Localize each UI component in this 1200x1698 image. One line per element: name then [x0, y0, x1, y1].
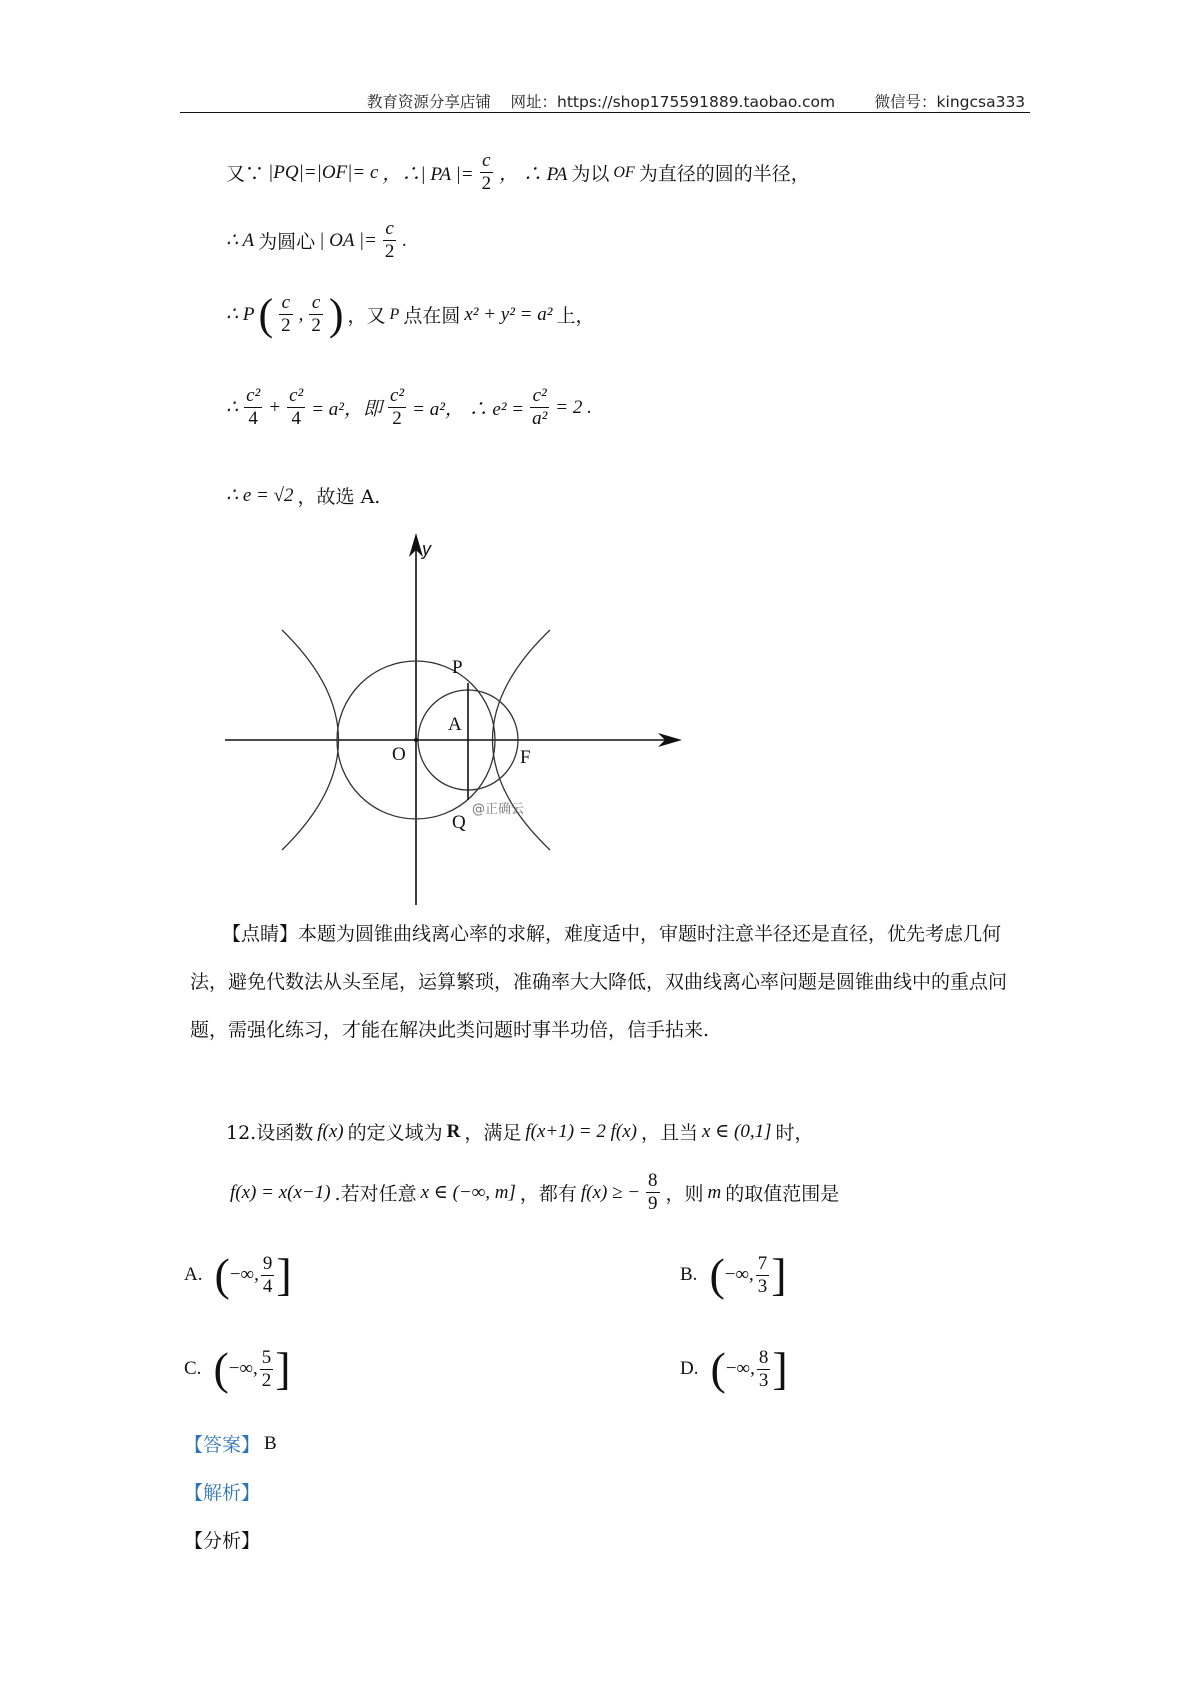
math: ∴ P: [226, 304, 255, 325]
denominator: 3: [757, 1275, 768, 1297]
option-c[interactable]: [184, 1343, 291, 1394]
denominator: 2: [481, 173, 492, 194]
math: .: [402, 229, 408, 251]
label-o: O: [392, 744, 406, 765]
math: = 2 .: [555, 396, 592, 418]
math: ，∴| PA |=: [382, 164, 474, 185]
label-q: Q: [452, 812, 466, 833]
math: x ∈ (−∞, m]: [420, 1182, 516, 1203]
denominator: 4: [248, 408, 258, 429]
math: +: [268, 396, 282, 418]
text: ，且当: [640, 1122, 698, 1144]
label-y: y: [422, 539, 431, 559]
fraction: [383, 218, 397, 263]
denominator: 2: [384, 241, 395, 262]
numerator: c²: [389, 385, 405, 406]
text: 为直径的圆的半径，: [638, 163, 810, 185]
fraction: [287, 385, 305, 430]
comma: ,: [298, 303, 304, 325]
numerator: 9: [262, 1252, 273, 1274]
label-f: F: [520, 747, 531, 768]
math: = a²， ∴ e² =: [412, 399, 525, 420]
paren: (: [258, 289, 274, 339]
math: ∴: [226, 397, 239, 418]
text: 12.设函数: [226, 1122, 314, 1144]
option-inf: −∞,: [229, 1264, 259, 1285]
denominator: 4: [291, 408, 301, 429]
numerator: c²: [532, 385, 547, 406]
text: 又∵: [226, 163, 265, 185]
option-inf: −∞,: [228, 1358, 258, 1379]
option-key: B.: [680, 1264, 698, 1285]
denominator: 9: [648, 1193, 658, 1214]
option-d[interactable]: [680, 1343, 788, 1394]
option-key: C.: [184, 1358, 202, 1379]
fraction: [244, 385, 262, 430]
question-line-1: [226, 1118, 813, 1145]
text: ，则: [665, 1183, 704, 1205]
text: 为圆心: [258, 231, 316, 253]
fraction: [388, 385, 406, 430]
header-divider: [180, 112, 1030, 113]
solution-line-2: [226, 218, 407, 263]
math: = a²，即: [311, 399, 382, 420]
fraction: [309, 292, 323, 337]
fenxi-line: [184, 1526, 260, 1553]
option-inf: −∞,: [724, 1264, 754, 1285]
dianjing-paragraph: [190, 910, 1028, 1054]
fenxi-label: 【分析】: [184, 1530, 261, 1552]
denominator: 4: [262, 1275, 273, 1297]
solution-line-4: [226, 385, 592, 430]
denominator: 2: [261, 1369, 272, 1391]
math: x ∈ (0,1]: [702, 1121, 772, 1142]
denominator: 2: [281, 315, 291, 336]
jiexi-line: [184, 1478, 260, 1505]
option-interval: ( −∞, $\frac{8}{3}$ ]: [710, 1343, 788, 1394]
solution-line-5: [226, 482, 380, 509]
text: 上，: [556, 305, 595, 327]
page-header: 教育资源分享店铺 网址：https://shop175591889.taobao.com 微信号：kingcsa333: [366, 93, 1026, 111]
text: ，故选 A.: [297, 486, 381, 508]
answer-line: [184, 1430, 277, 1457]
numerator: c: [281, 292, 291, 313]
math: x² + y² = a²: [464, 303, 553, 325]
paren: ): [328, 289, 344, 339]
option-interval: ( −∞, $\frac{7}{3}$ ]: [709, 1249, 787, 1300]
fraction: [279, 292, 293, 337]
option-b[interactable]: [680, 1249, 787, 1300]
option-key: A.: [184, 1264, 203, 1285]
label-a: A: [448, 714, 462, 735]
option-interval: ( −∞, $\frac{5}{2}$ ]: [213, 1343, 291, 1394]
numerator: 5: [261, 1346, 272, 1368]
math: ∴ e = √2: [226, 485, 294, 506]
math: OF: [613, 163, 635, 181]
math: f(x) = x(x−1): [230, 1181, 331, 1203]
question-line-2: [230, 1170, 839, 1215]
denominator: a²: [532, 408, 548, 429]
fraction: [646, 1170, 660, 1215]
numerator: 8: [758, 1346, 769, 1368]
option-key: D.: [680, 1358, 699, 1379]
math: f(x+1) = 2 f(x): [525, 1120, 637, 1142]
math: f(x) ≥ −: [580, 1181, 641, 1203]
math: f(x): [317, 1120, 344, 1142]
answer-label: 【答案】: [184, 1434, 261, 1456]
label-p: P: [452, 657, 463, 678]
fraction: [530, 385, 549, 430]
dianjing-text: 本题为圆锥曲线离心率的求解，难度适中，审题时注意半径还是直径，优先考虑几何法，避免代数法从头至尾，运算繁琐，准确率大大降低，双曲线离心率问题是圆锥曲线中的重点问题，需强化练习，才能在解决此类问题时事半功倍，信手拈来.: [190, 923, 1008, 1041]
option-interval: ( −∞, $\frac{9}{4}$ ]: [214, 1249, 292, 1300]
math: ∴ A: [226, 230, 255, 251]
watermark: @正确云: [472, 802, 525, 817]
answer-value: B: [264, 1432, 277, 1454]
text: .若对任意: [334, 1183, 417, 1205]
text: 点在圆: [403, 305, 461, 327]
math: |PQ|=|OF|= c: [268, 161, 379, 183]
hyperbola-figure: [220, 525, 690, 910]
text: R: [446, 1120, 461, 1142]
text: 的定义域为: [347, 1122, 443, 1144]
numerator: c: [482, 150, 491, 171]
text: 时，: [775, 1122, 814, 1144]
math: | OA |=: [319, 229, 377, 251]
numerator: c: [311, 292, 321, 313]
math: m: [707, 1181, 722, 1203]
solution-line-1: [226, 150, 810, 195]
option-a[interactable]: [184, 1249, 292, 1300]
fraction: [480, 150, 494, 195]
jiexi-label: 【解析】: [184, 1482, 261, 1504]
numerator: 8: [648, 1170, 658, 1191]
denominator: 3: [758, 1369, 769, 1391]
text: ，又: [347, 305, 386, 327]
numerator: c²: [246, 385, 261, 406]
math: ， ∴ PA: [499, 164, 568, 185]
option-inf: −∞,: [725, 1358, 755, 1379]
text: ，满足: [464, 1122, 522, 1144]
text: 为以: [571, 163, 610, 185]
dianjing-title: 【点睛】: [222, 923, 299, 945]
origin-point: [414, 738, 418, 742]
numerator: 7: [757, 1252, 768, 1274]
math: P: [389, 305, 400, 323]
text: ，都有: [519, 1183, 577, 1205]
text: 的取值范围是: [725, 1183, 840, 1205]
denominator: 2: [392, 408, 402, 429]
numerator: c: [385, 218, 394, 239]
denominator: 2: [311, 315, 321, 336]
numerator: c²: [289, 385, 304, 406]
solution-line-3: [226, 289, 595, 339]
